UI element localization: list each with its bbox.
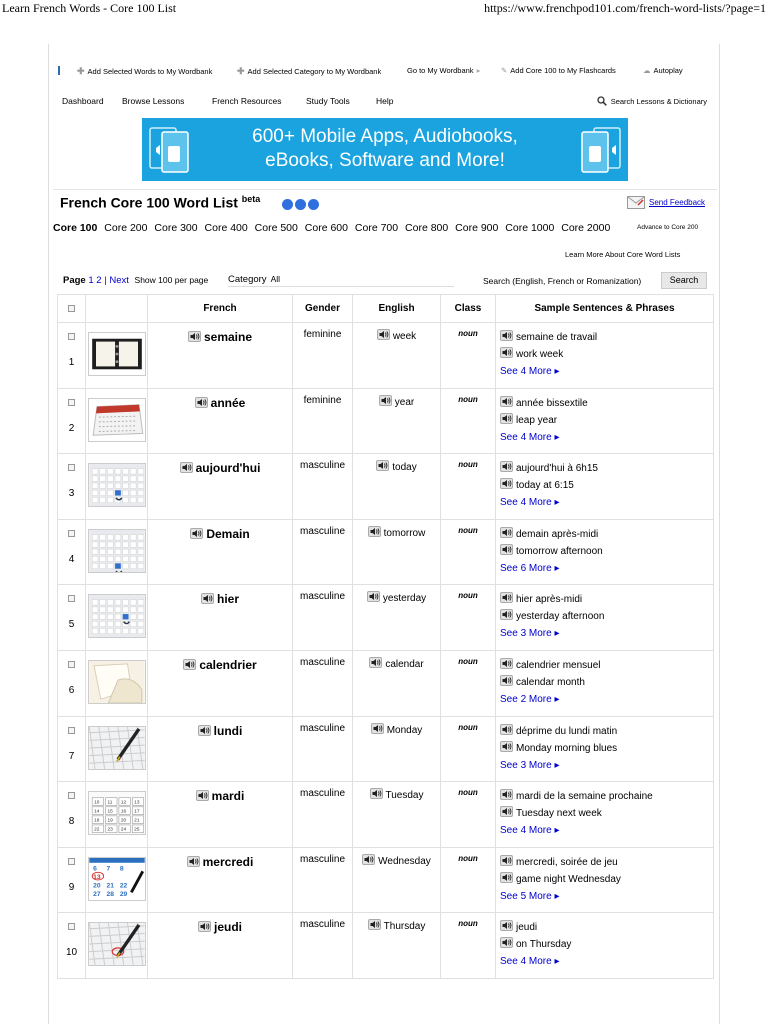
row-checkbox[interactable] xyxy=(68,333,75,340)
promo-banner[interactable] xyxy=(142,118,628,181)
nav-search-link[interactable]: Search Lessons & Dictionary xyxy=(597,96,707,106)
dot-icon xyxy=(308,199,319,210)
speaker-icon[interactable] xyxy=(500,937,513,948)
french-word: mercredi xyxy=(202,854,254,869)
word-image xyxy=(88,791,146,835)
english-word: Wednesday xyxy=(378,855,431,867)
nav-dashboard[interactable]: Dashboard xyxy=(62,96,104,106)
print-url: https://www.frenchpod101.com/french-word-lists/?page=1 xyxy=(484,1,766,15)
english-word: Thursday xyxy=(383,921,426,933)
speaker-icon[interactable] xyxy=(500,675,513,686)
category-select[interactable]: Category All xyxy=(228,274,454,287)
see-more-link[interactable]: See 6 More ▸ xyxy=(500,562,560,574)
svg-text:21: 21 xyxy=(134,818,140,824)
table-row xyxy=(58,585,714,651)
svg-text:27: 27 xyxy=(93,890,101,898)
row-checkbox[interactable] xyxy=(68,858,75,865)
row-checkbox[interactable] xyxy=(68,923,75,930)
sample-sentence-fr: semaine de travail xyxy=(516,332,598,343)
gender-cell: feminine xyxy=(293,323,353,389)
device-right-icon xyxy=(578,124,622,176)
header-class: Class xyxy=(441,295,496,323)
word-class: noun xyxy=(441,847,496,913)
english-word: yesterday xyxy=(382,593,427,605)
header-english: English xyxy=(353,295,441,323)
svg-text:8: 8 xyxy=(119,865,124,873)
speaker-icon[interactable] xyxy=(500,658,513,669)
word-class: noun xyxy=(441,650,496,716)
sample-sentence-fr: déprime du lundi matin xyxy=(516,725,618,737)
speaker-icon[interactable] xyxy=(500,920,513,931)
french-word: hier xyxy=(216,592,239,607)
go-wordbank-button[interactable]: Go to My Wordbank ▸ xyxy=(407,66,481,75)
sample-sentence-en: on Thursday xyxy=(516,939,572,951)
row-checkbox[interactable] xyxy=(68,661,75,668)
svg-text:13: 13 xyxy=(93,873,101,881)
see-more-link[interactable]: See 4 More ▸ xyxy=(500,825,560,837)
row-checkbox[interactable] xyxy=(68,595,75,602)
gender-cell: masculine xyxy=(293,585,353,651)
sample-sentence-en: yesterday afternoon xyxy=(516,611,605,623)
core-level-tabs xyxy=(53,222,614,234)
learn-more-link[interactable]: Learn More About Core Word Lists xyxy=(565,250,681,259)
main-nav xyxy=(57,94,717,108)
speaker-icon[interactable] xyxy=(190,528,203,539)
sample-sentence-en: calendar month xyxy=(516,676,585,688)
french-word: Demain xyxy=(206,526,250,541)
speaker-icon[interactable] xyxy=(500,609,513,620)
svg-text:22: 22 xyxy=(119,882,128,890)
speaker-icon[interactable] xyxy=(500,806,513,817)
speaker-icon[interactable] xyxy=(198,725,211,736)
speaker-icon[interactable] xyxy=(187,856,200,867)
banner-line-2: eBooks, Software and More! xyxy=(265,150,505,171)
svg-text:11: 11 xyxy=(107,800,113,806)
word-image xyxy=(88,398,146,442)
sample-sentence-fr: calendrier mensuel xyxy=(516,659,601,671)
table-row xyxy=(58,650,714,716)
row-number: 9 xyxy=(68,881,75,893)
tab-core-400[interactable]: Core 400 xyxy=(204,222,248,234)
search-button[interactable]: Search xyxy=(661,272,707,289)
english-word: Monday xyxy=(386,724,423,736)
svg-text:21: 21 xyxy=(106,882,114,890)
sample-sentence-fr: mercredi, soirée de jeu xyxy=(516,856,618,868)
table-header xyxy=(58,295,714,323)
tab-core-200[interactable]: Core 200 xyxy=(104,222,148,234)
header-sample-sentences: Sample Sentences & Phrases xyxy=(496,295,714,323)
see-more-link[interactable]: See 4 More ▸ xyxy=(500,431,560,443)
word-image xyxy=(88,922,146,966)
speaker-icon[interactable] xyxy=(188,331,201,342)
svg-text:20: 20 xyxy=(93,882,101,890)
banner-line-1: 600+ Mobile Apps, Audiobooks, xyxy=(252,126,518,147)
word-class: noun xyxy=(441,782,496,848)
speaker-icon[interactable] xyxy=(371,723,384,734)
row-checkbox[interactable] xyxy=(68,792,75,799)
french-word: année xyxy=(210,395,246,410)
speaker-icon[interactable] xyxy=(500,461,513,472)
word-table xyxy=(57,294,714,979)
speaker-icon[interactable] xyxy=(500,527,513,538)
table-row xyxy=(58,388,714,454)
speaker-icon[interactable] xyxy=(500,330,513,341)
sample-sentence-fr: aujourd'hui à 6h15 xyxy=(516,463,598,475)
gender-cell: masculine xyxy=(293,454,353,520)
english-word: week xyxy=(392,331,417,342)
autoplay-button[interactable]: ☁ Autoplay xyxy=(643,66,683,75)
word-image xyxy=(88,594,146,638)
sample-sentence-fr: jeudi xyxy=(516,922,538,934)
autoplay-icon: ☁ xyxy=(643,66,651,75)
row-number: 1 xyxy=(68,357,75,368)
svg-text:22: 22 xyxy=(94,827,100,833)
svg-text:18: 18 xyxy=(94,818,100,824)
gender-cell: feminine xyxy=(293,388,353,454)
tab-core-100[interactable]: Core 100 xyxy=(53,222,98,234)
divider xyxy=(53,189,717,190)
gender-cell: masculine xyxy=(293,519,353,585)
speaker-icon[interactable] xyxy=(368,919,381,930)
svg-text:20: 20 xyxy=(120,818,127,824)
tab-core-2000[interactable]: Core 2000 xyxy=(561,222,611,234)
table-row xyxy=(58,519,714,585)
see-more-link[interactable]: See 2 More ▸ xyxy=(500,693,560,705)
speaker-icon[interactable] xyxy=(196,790,209,801)
nav-help[interactable]: Help xyxy=(376,96,394,106)
add-words-button[interactable]: ✚ Add Selected Words to My Wordbank xyxy=(77,66,213,76)
level-dots xyxy=(282,199,319,210)
speaker-icon[interactable] xyxy=(500,872,513,883)
wordbank-toolbar xyxy=(57,64,717,78)
speaker-icon[interactable] xyxy=(500,544,513,555)
nav-browse-lessons[interactable]: Browse Lessons xyxy=(122,96,185,106)
english-word: calendar xyxy=(385,658,424,670)
row-number: 7 xyxy=(68,750,75,762)
svg-text:24: 24 xyxy=(120,827,127,833)
svg-text:23: 23 xyxy=(107,827,113,833)
table-row xyxy=(58,454,714,520)
speaker-icon[interactable] xyxy=(183,659,196,670)
svg-text:7: 7 xyxy=(106,865,111,873)
word-class: noun xyxy=(441,388,496,454)
word-class: noun xyxy=(441,585,496,651)
tab-core-300[interactable]: Core 300 xyxy=(154,222,198,234)
see-more-link[interactable]: See 3 More ▸ xyxy=(500,759,560,771)
word-class: noun xyxy=(441,716,496,782)
speaker-icon[interactable] xyxy=(180,462,193,473)
tab-core-500[interactable]: Core 500 xyxy=(254,222,298,234)
header-gender: Gender xyxy=(293,295,353,323)
word-image xyxy=(88,726,146,770)
french-word: semaine xyxy=(203,330,253,344)
speaker-icon[interactable] xyxy=(369,657,382,668)
svg-text:15: 15 xyxy=(107,809,113,815)
row-number: 3 xyxy=(68,488,75,500)
table-row xyxy=(58,847,714,913)
speaker-icon[interactable] xyxy=(500,592,513,603)
svg-text:19: 19 xyxy=(107,818,113,824)
tab-core-700[interactable]: Core 700 xyxy=(354,222,399,234)
word-image xyxy=(88,529,146,573)
svg-text:29: 29 xyxy=(119,890,128,898)
sample-sentence-en: today at 6:15 xyxy=(516,480,574,492)
speaker-icon[interactable] xyxy=(500,413,513,424)
row-number: 5 xyxy=(68,619,75,631)
row-number: 6 xyxy=(68,684,75,696)
row-checkbox[interactable] xyxy=(68,464,75,471)
header-french: French xyxy=(148,295,293,323)
speaker-icon[interactable] xyxy=(500,855,513,866)
english-word: year xyxy=(394,396,415,408)
svg-text:10: 10 xyxy=(94,800,100,806)
per-page-option[interactable]: Show 100 per page xyxy=(134,275,209,285)
see-more-link[interactable]: See 4 More ▸ xyxy=(500,956,560,968)
speaker-icon[interactable] xyxy=(500,396,513,407)
svg-text:12: 12 xyxy=(120,800,127,806)
svg-text:6: 6 xyxy=(93,865,97,873)
beta-badge: beta xyxy=(241,194,261,204)
english-word: Tuesday xyxy=(385,790,424,802)
sample-sentence-fr: mardi de la semaine prochaine xyxy=(516,791,653,803)
sample-sentence-en: work week xyxy=(516,349,564,360)
speaker-icon[interactable] xyxy=(201,593,214,604)
gender-cell: masculine xyxy=(293,847,353,913)
sample-sentence-en: Monday morning blues xyxy=(516,742,618,754)
speaker-icon[interactable] xyxy=(500,347,513,358)
see-more-link[interactable]: See 4 More ▸ xyxy=(500,497,560,509)
tab-core-900[interactable]: Core 900 xyxy=(455,222,499,234)
sample-sentence-en: Tuesday next week xyxy=(516,808,602,820)
add-category-button[interactable]: ✚ Add Selected Category to My Wordbank xyxy=(237,66,382,76)
word-image xyxy=(88,332,146,376)
nav-french-resources[interactable]: French Resources xyxy=(212,96,282,106)
plus-icon: ✚ xyxy=(77,66,85,76)
tab-core-1000[interactable]: Core 1000 xyxy=(505,222,555,234)
search-label: Search (English, French or Romanization) xyxy=(483,276,642,286)
svg-text:13: 13 xyxy=(134,800,140,806)
speaker-icon[interactable] xyxy=(500,724,513,735)
gender-cell: masculine xyxy=(293,650,353,716)
select-all-checkbox[interactable] xyxy=(68,305,75,312)
row-checkbox[interactable] xyxy=(68,727,75,734)
svg-text:25: 25 xyxy=(134,827,140,833)
sample-sentence-fr: demain après-midi xyxy=(516,528,599,540)
see-more-link[interactable]: See 5 More ▸ xyxy=(500,890,560,902)
speaker-icon[interactable] xyxy=(376,460,389,471)
tab-core-800[interactable]: Core 800 xyxy=(405,222,449,234)
envelope-icon xyxy=(627,196,645,209)
next-link[interactable]: Next xyxy=(109,275,129,286)
send-feedback[interactable] xyxy=(627,196,705,209)
english-word: today xyxy=(392,462,417,474)
gender-cell: masculine xyxy=(293,716,353,782)
arrow-icon: ▸ xyxy=(476,66,481,75)
see-more-link[interactable]: See 4 More ▸ xyxy=(500,366,560,377)
speaker-icon[interactable] xyxy=(370,788,383,799)
add-flashcards-button[interactable]: ✎ Add Core 100 to My Flashcards xyxy=(501,66,616,75)
row-number: 2 xyxy=(68,422,75,434)
sample-sentence-fr: hier après-midi xyxy=(516,594,583,606)
gender-cell: masculine xyxy=(293,782,353,848)
row-number: 8 xyxy=(68,816,75,828)
print-header xyxy=(0,0,768,16)
french-word: lundi xyxy=(213,723,243,738)
toolbar-edge-marker xyxy=(58,66,60,75)
tab-core-600[interactable]: Core 600 xyxy=(304,222,348,234)
word-image xyxy=(88,857,146,901)
english-word: tomorrow xyxy=(383,527,426,539)
speaker-icon[interactable] xyxy=(377,329,390,340)
wordlist-title: French Core 100 Word List $^{beta}$ xyxy=(60,194,261,211)
sample-sentence-en: game night Wednesday xyxy=(516,873,621,885)
french-word: jeudi xyxy=(213,920,242,935)
see-more-link[interactable]: See 3 More ▸ xyxy=(500,628,560,640)
feedback-link[interactable]: Send Feedback xyxy=(649,198,706,207)
table-row xyxy=(58,782,714,848)
dot-icon xyxy=(295,199,306,210)
sample-sentence-en: tomorrow afternoon xyxy=(516,545,603,557)
speaker-icon[interactable] xyxy=(500,741,513,752)
row-number: 4 xyxy=(68,553,75,565)
word-image xyxy=(88,660,146,704)
nav-study-tools[interactable]: Study Tools xyxy=(306,96,350,106)
page-2-link[interactable]: 2 xyxy=(96,275,102,286)
speaker-icon[interactable] xyxy=(367,591,380,602)
row-number: 10 xyxy=(65,947,78,959)
table-row xyxy=(58,913,714,979)
speaker-icon[interactable] xyxy=(379,395,392,406)
dot-icon xyxy=(282,199,293,210)
svg-text:14: 14 xyxy=(94,809,100,815)
speaker-icon[interactable] xyxy=(368,526,381,537)
word-class: noun xyxy=(441,454,496,520)
gender-cell: masculine xyxy=(293,913,353,979)
svg-text:17: 17 xyxy=(134,809,140,815)
word-class: noun xyxy=(441,323,496,389)
sample-sentence-fr: année bissextile xyxy=(516,397,588,409)
flashcard-icon: ✎ xyxy=(501,66,508,75)
speaker-icon[interactable] xyxy=(195,397,208,408)
table-row xyxy=(58,323,714,389)
print-title: Learn French Words - Core 100 List xyxy=(2,1,177,15)
speaker-icon[interactable] xyxy=(500,789,513,800)
svg-text:16: 16 xyxy=(120,809,127,815)
speaker-icon[interactable] xyxy=(362,854,375,865)
french-word: calendrier xyxy=(199,657,257,672)
row-checkbox[interactable] xyxy=(68,399,75,406)
plus-icon: ✚ xyxy=(237,66,245,76)
sample-sentence-en: leap year xyxy=(516,414,558,426)
advance-link[interactable]: Advance to Core 200 xyxy=(637,224,699,231)
pagination: Page 1 2 | Next Show 100 per page xyxy=(63,275,209,286)
search-icon xyxy=(597,96,607,106)
page-frame xyxy=(48,44,720,1024)
row-checkbox[interactable] xyxy=(68,530,75,537)
page-1-link[interactable]: 1 xyxy=(88,275,94,286)
word-class: noun xyxy=(441,519,496,585)
word-image xyxy=(88,463,146,507)
french-word: mardi xyxy=(211,789,245,804)
speaker-icon[interactable] xyxy=(500,478,513,489)
svg-text:28: 28 xyxy=(106,890,114,898)
table-row xyxy=(58,716,714,782)
word-class: noun xyxy=(441,913,496,979)
french-word: aujourd'hui xyxy=(195,461,261,476)
speaker-icon[interactable] xyxy=(198,921,211,932)
